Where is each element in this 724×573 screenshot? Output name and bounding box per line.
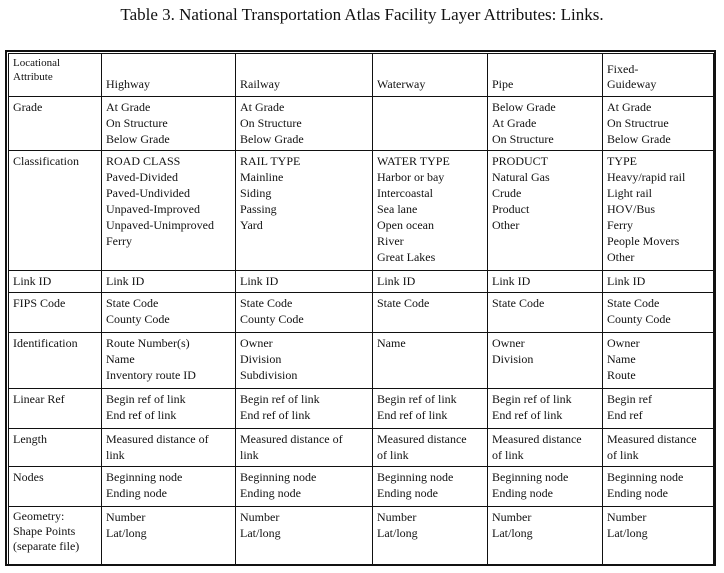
cell-text: Paved-Divided xyxy=(106,170,178,184)
column-header-text: Waterway xyxy=(377,77,426,91)
cell-text: Crude xyxy=(492,186,522,200)
cell-text: Open ocean xyxy=(377,218,434,232)
cell-text: Mainline xyxy=(240,170,284,184)
cell-text: WATER TYPE xyxy=(377,154,450,168)
cell-text: At Grade xyxy=(240,100,285,114)
cell-text: County Code xyxy=(607,312,671,326)
cell-text: RAIL TYPE xyxy=(240,154,301,168)
cell-text: Inventory route ID xyxy=(106,368,196,382)
table-cell-pipe xyxy=(488,507,603,565)
cell-text: Heavy/rapid rail xyxy=(607,170,686,184)
table-cell-fixed-guideway xyxy=(603,333,714,389)
table-title: Table 3. National Transportation Atlas Facility Layer Attributes: Links. xyxy=(120,5,604,24)
cell-text: Other xyxy=(607,250,635,264)
cell-text: Begin ref of link xyxy=(377,392,457,406)
table-cell-pipe xyxy=(488,333,603,389)
table-row xyxy=(9,97,714,151)
row-label-text: Geometry: xyxy=(13,509,65,523)
cell-text: Lat/long xyxy=(240,526,281,540)
cell-text: Below Grade xyxy=(492,100,556,114)
cell-text: Below Grade xyxy=(607,132,671,146)
row-label-text: Nodes xyxy=(13,470,44,484)
table-row xyxy=(9,429,714,467)
cell-text: State Code xyxy=(106,296,159,310)
cell-text: End ref of link xyxy=(377,408,448,422)
cell-text: Route Number(s) xyxy=(106,336,190,350)
row-label xyxy=(9,507,102,565)
cell-text: Link ID xyxy=(240,274,279,288)
column-header-text: Attribute xyxy=(13,71,53,83)
cell-text: Ending node xyxy=(106,486,167,500)
cell-text: Product xyxy=(492,202,530,216)
cell-text: Division xyxy=(492,352,534,366)
table-cell-pipe xyxy=(488,293,603,333)
cell-text: Siding xyxy=(240,186,272,200)
cell-text: Beginning node xyxy=(492,470,569,484)
cell-text: River xyxy=(377,234,404,248)
table-row xyxy=(9,271,714,293)
table-cell-highway xyxy=(102,97,236,151)
table-cell-highway xyxy=(102,389,236,429)
cell-text: Great Lakes xyxy=(377,250,436,264)
table-cell-railway xyxy=(236,333,373,389)
cell-text: Light rail xyxy=(607,186,652,200)
column-header-text: Pipe xyxy=(492,77,514,91)
table-cell-waterway xyxy=(373,293,488,333)
table-row xyxy=(9,333,714,389)
cell-text: Measured distance xyxy=(492,432,582,446)
cell-text: Natural Gas xyxy=(492,170,550,184)
cell-text: Ferry xyxy=(607,218,633,232)
table-cell-waterway xyxy=(373,467,488,507)
cell-text: Measured distance xyxy=(607,432,697,446)
row-label-text: (separate file) xyxy=(13,539,80,553)
cell-text: Yard xyxy=(240,218,263,232)
cell-text: Ending node xyxy=(607,486,668,500)
cell-text: On Structure xyxy=(106,116,168,130)
row-label xyxy=(9,293,102,333)
table-cell-waterway xyxy=(373,507,488,565)
table-cell-railway xyxy=(236,271,373,293)
cell-text: of link xyxy=(607,448,639,462)
table-cell-highway xyxy=(102,429,236,467)
row-label-text: Classification xyxy=(13,154,79,168)
cell-text: Route xyxy=(607,368,636,382)
cell-text: Passing xyxy=(240,202,277,216)
table-cell-fixed-guideway xyxy=(603,507,714,565)
cell-text: TYPE xyxy=(607,154,637,168)
table-cell-waterway xyxy=(373,151,488,271)
table-cell-pipe xyxy=(488,271,603,293)
cell-text: Link ID xyxy=(106,274,145,288)
cell-text: Other xyxy=(492,218,520,232)
cell-text: Below Grade xyxy=(106,132,170,146)
cell-text: PRODUCT xyxy=(492,154,549,168)
row-label-text: Shape Points xyxy=(13,524,76,538)
cell-text: At Grade xyxy=(492,116,537,130)
cell-text: On Structure xyxy=(492,132,554,146)
cell-text: End ref xyxy=(607,408,643,422)
cell-text: Number xyxy=(607,510,647,524)
table-cell-waterway xyxy=(373,333,488,389)
table-cell-railway xyxy=(236,467,373,507)
column-header-waterway xyxy=(373,54,488,97)
cell-text: Link ID xyxy=(607,274,646,288)
table-cell-fixed-guideway xyxy=(603,293,714,333)
table-cell-fixed-guideway xyxy=(603,467,714,507)
attributes-table xyxy=(8,53,714,565)
row-label xyxy=(9,429,102,467)
row-label xyxy=(9,151,102,271)
cell-text: Paved-Undivided xyxy=(106,186,190,200)
cell-text: Name xyxy=(607,352,636,366)
cell-text: Lat/long xyxy=(377,526,418,540)
cell-text: Ferry xyxy=(106,234,132,248)
cell-text: County Code xyxy=(240,312,304,326)
cell-text: Below Grade xyxy=(240,132,304,146)
table-cell-highway xyxy=(102,271,236,293)
table-cell-highway xyxy=(102,507,236,565)
cell-text: Measured distance xyxy=(377,432,467,446)
column-header-text: Railway xyxy=(240,77,280,91)
table-row xyxy=(9,389,714,429)
cell-text: State Code xyxy=(492,296,545,310)
cell-text: Name xyxy=(106,352,135,366)
cell-text: Begin ref xyxy=(607,392,652,406)
row-label xyxy=(9,389,102,429)
table-cell-pipe xyxy=(488,429,603,467)
cell-text: End ref of link xyxy=(106,408,177,422)
cell-text: Ending node xyxy=(240,486,301,500)
cell-text: Number xyxy=(106,510,146,524)
column-header-fixed-guideway xyxy=(603,54,714,97)
cell-text: Owner xyxy=(492,336,525,350)
cell-text: State Code xyxy=(377,296,430,310)
cell-text: At Grade xyxy=(607,100,652,114)
cell-text: Subdivision xyxy=(240,368,298,382)
cell-text: People Movers xyxy=(607,234,680,248)
column-header-text: Locational xyxy=(13,57,61,69)
column-header-railway xyxy=(236,54,373,97)
column-header-text: Guideway xyxy=(607,77,657,91)
row-label-text: Grade xyxy=(13,100,43,114)
row-label-text: Linear Ref xyxy=(13,392,65,406)
cell-text: Measured distance of xyxy=(240,432,343,446)
table-cell-highway xyxy=(102,333,236,389)
table-cell-fixed-guideway xyxy=(603,97,714,151)
row-label xyxy=(9,97,102,151)
cell-text: State Code xyxy=(607,296,660,310)
cell-text: Number xyxy=(377,510,417,524)
cell-text: End ref of link xyxy=(492,408,563,422)
table-body xyxy=(9,97,714,565)
table-cell-pipe xyxy=(488,151,603,271)
table-row xyxy=(9,293,714,333)
table-cell-fixed-guideway xyxy=(603,151,714,271)
table-cell-fixed-guideway xyxy=(603,429,714,467)
cell-text: link xyxy=(240,448,259,462)
cell-text: Lat/long xyxy=(106,526,147,540)
row-label xyxy=(9,271,102,293)
table-cell-highway xyxy=(102,293,236,333)
row-label xyxy=(9,333,102,389)
cell-text: Ending node xyxy=(377,486,438,500)
cell-text: of link xyxy=(492,448,524,462)
cell-text: ROAD CLASS xyxy=(106,154,181,168)
table-cell-railway xyxy=(236,293,373,333)
table-cell-pipe xyxy=(488,389,603,429)
table-row xyxy=(9,467,714,507)
row-label-text: Link ID xyxy=(13,274,52,288)
table-cell-waterway xyxy=(373,389,488,429)
column-header-text: Highway xyxy=(106,77,150,91)
row-label-text: FIPS Code xyxy=(13,296,66,310)
cell-text: Owner xyxy=(607,336,640,350)
cell-text: Lat/long xyxy=(492,526,533,540)
table-row xyxy=(9,507,714,565)
cell-text: Intercoastal xyxy=(377,186,433,200)
cell-text: link xyxy=(106,448,125,462)
cell-text: Division xyxy=(240,352,282,366)
cell-text: Lat/long xyxy=(607,526,648,540)
cell-text: Unpaved-Improved xyxy=(106,202,200,216)
row-label-text: Length xyxy=(13,432,47,446)
table-cell-waterway xyxy=(373,429,488,467)
cell-text: On Structrue xyxy=(607,116,669,130)
cell-text: HOV/Bus xyxy=(607,202,656,216)
row-label-text: Identification xyxy=(13,336,78,350)
cell-text: Begin ref of link xyxy=(240,392,320,406)
column-header-locational-attribute xyxy=(9,54,102,97)
cell-text: Beginning node xyxy=(377,470,454,484)
table-cell-pipe xyxy=(488,467,603,507)
cell-text: Harbor or bay xyxy=(377,170,445,184)
cell-text: State Code xyxy=(240,296,293,310)
header-row xyxy=(9,54,714,97)
cell-text: Link ID xyxy=(377,274,416,288)
cell-text: On Structure xyxy=(240,116,302,130)
table-cell-waterway xyxy=(373,271,488,293)
table-cell-railway xyxy=(236,389,373,429)
cell-text: Beginning node xyxy=(240,470,317,484)
column-header-highway xyxy=(102,54,236,97)
table-row xyxy=(9,151,714,271)
table-cell-railway xyxy=(236,151,373,271)
cell-text: Name xyxy=(377,336,406,350)
table-cell-fixed-guideway xyxy=(603,389,714,429)
row-label xyxy=(9,467,102,507)
cell-text: Beginning node xyxy=(106,470,183,484)
column-header-pipe xyxy=(488,54,603,97)
cell-text: End ref of link xyxy=(240,408,311,422)
table-cell-railway xyxy=(236,97,373,151)
table-cell-railway xyxy=(236,429,373,467)
cell-text: Beginning node xyxy=(607,470,684,484)
column-header-text: Fixed- xyxy=(607,62,639,76)
table-cell-railway xyxy=(236,507,373,565)
cell-text: Begin ref of link xyxy=(492,392,572,406)
cell-text: Begin ref of link xyxy=(106,392,186,406)
cell-text: of link xyxy=(377,448,409,462)
cell-text: Owner xyxy=(240,336,273,350)
table-cell-highway xyxy=(102,467,236,507)
cell-text: Ending node xyxy=(492,486,553,500)
cell-text: County Code xyxy=(106,312,170,326)
cell-text: Measured distance of xyxy=(106,432,209,446)
cell-text: Number xyxy=(492,510,532,524)
table-cell-pipe xyxy=(488,97,603,151)
cell-text: At Grade xyxy=(106,100,151,114)
table-cell-fixed-guideway xyxy=(603,271,714,293)
cell-text: Link ID xyxy=(492,274,531,288)
table-cell-highway xyxy=(102,151,236,271)
cell-text: Unpaved-Unimproved xyxy=(106,218,214,232)
cell-text: Sea lane xyxy=(377,202,418,216)
table-cell-waterway xyxy=(373,97,488,151)
cell-text: Number xyxy=(240,510,280,524)
